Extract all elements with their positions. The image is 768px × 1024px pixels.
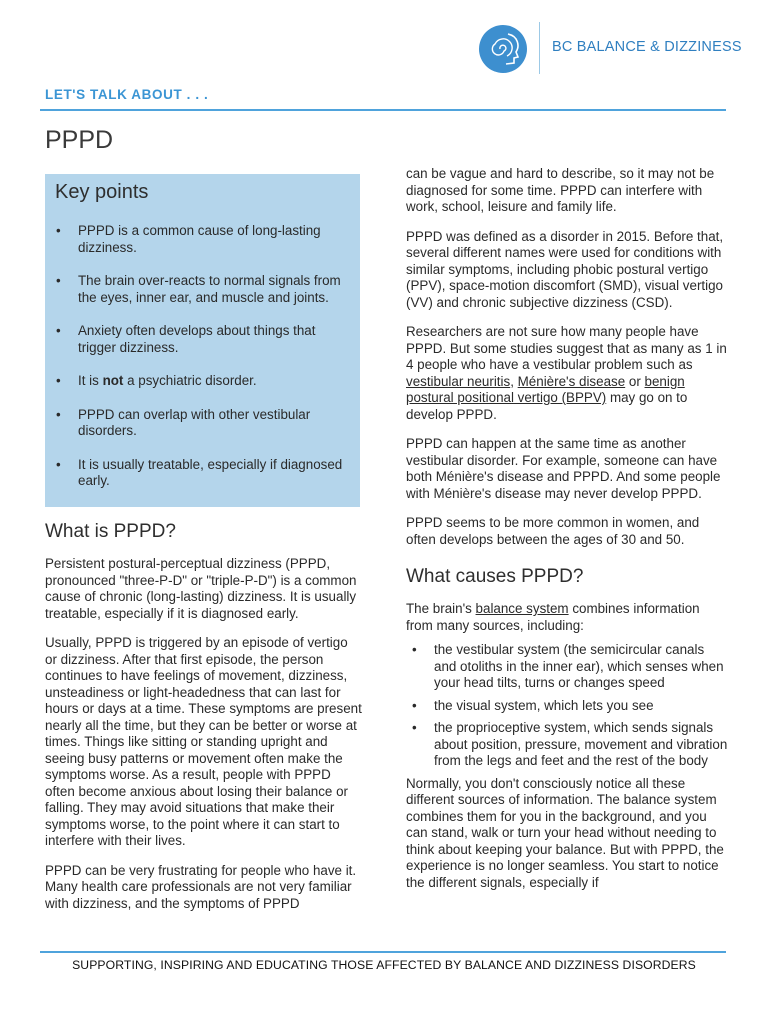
what-causes-heading: What causes PPPD?	[406, 566, 584, 587]
bullet-icon: •	[412, 697, 417, 713]
link-bppv[interactable]: benign postural positional vertigo (BPPV)	[406, 373, 685, 405]
key-points-title: Key points	[55, 181, 149, 203]
head-spiral-logo-icon	[478, 24, 528, 74]
emphasis-not: not	[102, 373, 124, 388]
bullet-icon: •	[56, 323, 61, 338]
bullet-icon: •	[56, 373, 61, 388]
footer-rule	[40, 951, 726, 953]
paragraph: can be vague and hard to describe, so it may not be diagnosed for some time. PPPD can interfere with work, school, leisure and family life.	[406, 166, 715, 214]
paragraph: PPPD seems to be more common in women, and often develops between the ages of 30 and 50.	[406, 515, 700, 547]
paragraph: PPPD was defined as a disorder in 2015. Before that, several different names were used for conditions with similar symptoms, including phobic postural vertigo (PPV), space-motion discomfort (SMD), visual vertigo (VV) and chronic subjective dizziness (CSD).	[406, 228, 724, 310]
key-point-item: • Anxiety often develops about things that trigger dizziness.	[56, 323, 316, 355]
paragraph: The brain's balance system combines information from many sources, including:	[406, 601, 700, 633]
list-item: • the proprioceptive system, which sends signals about position, pressure, movement and vibration from the legs and feet and the rest of the body	[412, 720, 728, 768]
header-rule	[40, 109, 726, 111]
bullet-icon: •	[56, 223, 61, 238]
paragraph: Persistent postural-perceptual dizziness (PPPD, pronounced "three-P-D" or "triple-P-D") is a common cause of chronic (long-lasting) dizziness. It is usually treatable, especially if it is diagnosed early.	[45, 556, 357, 621]
what-is-heading: What is PPPD?	[45, 521, 176, 542]
left-column	[45, 521, 363, 925]
link-balance-system[interactable]: balance system	[475, 601, 569, 616]
logo-divider	[539, 22, 540, 74]
link-vestibular-neuritis[interactable]: vestibular neuritis	[406, 373, 511, 389]
right-column	[406, 166, 728, 904]
paragraph: PPPD can happen at the same time as another vestibular disorder. For example, someone can have both Ménière's disease and PPPD. And some people with Ménière's disease may never develop PPPD.	[406, 436, 721, 501]
key-point-item: • The brain over-reacts to normal signals from the eyes, inner ear, and muscle and joints.	[56, 273, 341, 305]
footer-tagline: SUPPORTING, INSPIRING AND EDUCATING THOSE AFFECTED BY BALANCE AND DIZZINESS DISORDERS	[72, 958, 696, 972]
bullet-icon: •	[56, 273, 61, 288]
key-points-list	[45, 223, 360, 507]
list-item: • the visual system, which lets you see	[412, 697, 654, 713]
link-menieres-disease[interactable]: Ménière's disease	[517, 373, 626, 389]
paragraph: Usually, PPPD is triggered by an episode of vertigo or dizziness. After that first episode, the person continues to have feelings of movement, dizziness, unsteadiness or light-headedness that can last for hours or days at a time. These symptoms are present nearly all the time, but they can be better or worse at times. Things like sitting or standing upright and seeing busy patterns or movement often make the symptoms worse. As a result, people with PPPD often become anxious about losing their balance or falling. They may avoid situations that make their symptoms worse, to the point where it can start to interfere with their lives.	[45, 635, 362, 848]
page-title: PPPD	[45, 126, 114, 154]
paragraph: Researchers are not sure how many people have PPPD. But some studies suggest that as many as 1 in 4 people who have a vestibular problem such as vestibular neuritis, Ménière's disease or benign postural positional vertigo (BPPV) may go on to develop PPPD.	[406, 324, 727, 422]
bullet-icon: •	[412, 720, 417, 735]
sources-list	[406, 642, 728, 770]
paragraph: Normally, you don't consciously notice all these different sources of information. The balance system combines them for you in the background, and you can stand, walk or turn your head without needing to think about keeping your balance. But with PPPD, the experience is no longer seamless. You start to notice the different signals, especially if	[406, 775, 724, 890]
bullet-icon: •	[56, 406, 61, 422]
bullet-icon: •	[56, 456, 61, 472]
eyebrow-label: LET'S TALK ABOUT . . .	[45, 87, 209, 102]
key-point-item: • It is usually treatable, especially if diagnosed early.	[56, 456, 343, 488]
key-point-item: • PPPD can overlap with other vestibular disorders.	[56, 406, 311, 438]
bullet-icon: •	[412, 642, 417, 657]
key-point-item: • PPPD is a common cause of long-lasting dizziness.	[56, 223, 321, 255]
key-point-item: • It is not a psychiatric disorder.	[56, 373, 257, 388]
paragraph: PPPD can be very frustrating for people who have it. Many health care professionals are not very familiar with dizziness, and the symptoms of PPPD	[45, 862, 357, 911]
list-item: • the vestibular system (the semicircular canals and otoliths in the inner ear), which senses when your head tilts, turns or changes speed	[412, 642, 724, 690]
brand-name: BC BALANCE & DIZZINESS	[552, 39, 742, 55]
key-points-box	[45, 174, 360, 507]
